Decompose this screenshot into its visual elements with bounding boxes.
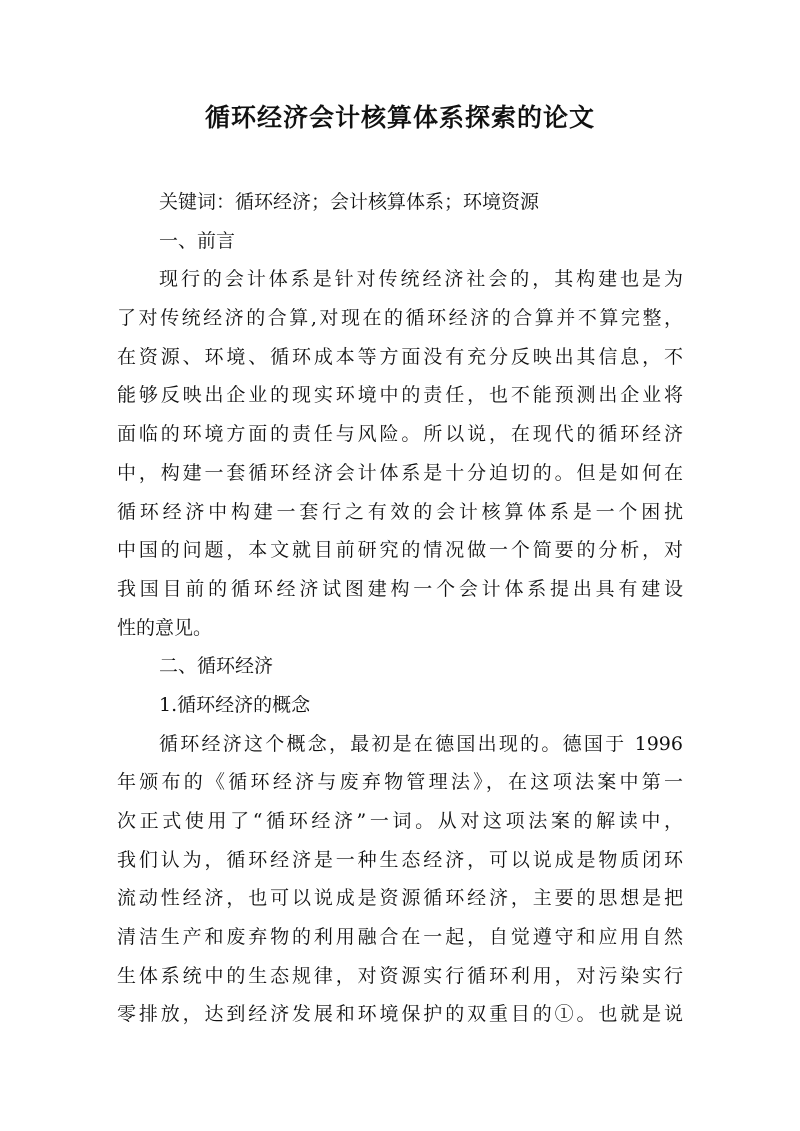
text-line: 次正式使用了“循环经济”一词。从对这项法案的解读中， <box>117 810 683 832</box>
document-title: 循环经济会计核算体系探索的论文 <box>204 103 595 132</box>
text-line: 关键词：循环经济；会计核算体系；环境资源 <box>159 191 540 213</box>
text-line: 年颁布的《循环经济与废弃物管理法》，在这项法案中第一 <box>117 771 683 794</box>
text-line: 1.循环经济的概念 <box>159 693 311 716</box>
document-body <box>117 183 683 1034</box>
text-line: 一、前言 <box>159 229 236 252</box>
text-line: 在资源、环境、循环成本等方面没有充分反映出其信息，不 <box>117 345 683 368</box>
text-line: 面临的环境方面的责任与风险。所以说，在现代的循环经济 <box>117 423 683 446</box>
text-line: 中，构建一套循环经济会计体系是十分迫切的。但是如何在 <box>117 461 683 484</box>
text-line: 能够反映出企业的现实环境中的责任，也不能预测出企业将 <box>117 384 683 407</box>
text-line: 零排放，达到经济发展和环境保护的双重目的①。也就是说 <box>117 1003 683 1026</box>
text-line: 现行的会计体系是针对传统经济社会的，其构建也是为 <box>159 268 683 291</box>
text-line: 我们认为，循环经济是一种生态经济，可以说成是物质闭环 <box>117 848 683 871</box>
text-line: 循环经济中构建一套行之有效的会计核算体系是一个困扰 <box>117 500 683 523</box>
text-line: 我国目前的循环经济试图建构一个会计体系提出具有建设 <box>117 577 683 600</box>
text-line: 流动性经济，也可以说成是资源循环经济，主要的思想是把 <box>117 887 683 910</box>
text-line: 二、循环经济 <box>159 655 274 678</box>
text-line: 清洁生产和废弃物的利用融合在一起，自觉遵守和应用自然 <box>117 926 683 949</box>
text-line: 性的意见。 <box>117 616 213 639</box>
text-line: 中国的问题，本文就目前研究的情况做一个简要的分析，对 <box>117 539 683 562</box>
text-line: 了对传统经济的合算,对现在的循环经济的合算并不算完整， <box>117 307 683 330</box>
text-line: 生体系统中的生态规律，对资源实行循环利用，对污染实行 <box>117 964 683 987</box>
text-line: 循环经济这个概念，最初是在德国出现的。德国于 1996 <box>159 732 683 755</box>
